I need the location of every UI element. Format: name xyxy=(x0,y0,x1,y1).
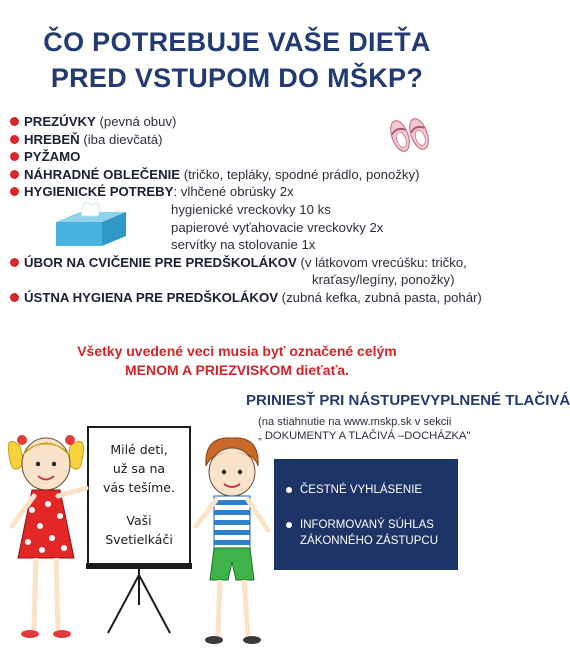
girl-illustration xyxy=(2,418,92,650)
boy-illustration xyxy=(190,430,274,654)
list-item: HREBEŇ (iba dievčatá) xyxy=(10,131,470,149)
forms-box: ČESTNÉ VYHLÁSENIE INFORMOVANÝ SÚHLAS ZÁKONNÉHO ZÁSTUPCU xyxy=(274,459,458,570)
hygiene-sub-item: servítky na stolovanie 1x xyxy=(171,237,316,253)
page-title-line2: PRED VSTUPOM DO MŠKP? xyxy=(50,63,424,93)
list-item: PYŽAMO xyxy=(10,148,470,166)
hygiene-sub-item: papierové vyťahovacie vreckovky 2x xyxy=(171,219,384,235)
tissue-box-icon xyxy=(52,200,130,250)
hygiene-sub-item: hygienické vreckovky 10 ks xyxy=(171,201,331,217)
page-title-line1: ČO POTREBUJE VAŠE DIEŤA xyxy=(43,27,431,57)
flipchart-message: Milé deti, už sa na vás tešíme. Vaši Svetielkáči xyxy=(103,442,175,547)
notice-line1: Všetky uvedené veci musia byť označené celým xyxy=(77,343,397,359)
list-item: PREZÚVKY (pevná obuv) xyxy=(10,113,470,131)
list-item-continuation: kraťasy/legíny, ponožky) xyxy=(312,272,455,288)
list-item: ÚSTNA HYGIENA PRE PREDŠKOLÁKOV (zubná kefka, zubná pasta, pohár) xyxy=(10,289,470,307)
download-note: (na stiahnutie na www.mskp.sk v sekcii „ DOKUMENTY A TLAČIVÁ –DOCHÁZKA" xyxy=(258,416,471,442)
forms-heading: PRINIESŤ PRI NÁSTUPEVYPLNENÉ TLAČIVÁ xyxy=(246,392,570,409)
list-item: NÁHRADNÉ OBLEČENIE (tričko, tepláky, spodné prádlo, ponožky) xyxy=(10,166,470,184)
list-item: ÚBOR NA CVIČENIE PRE PREDŠKOLÁKOV (v látkovom vrecúšku: tričko, xyxy=(10,254,470,272)
notice-line2: MENOM A PRIEZVISKOM dieťaťa. xyxy=(125,362,349,378)
list-item: HYGIENICKÉ POTREBY: vlhčené obrúsky 2x xyxy=(10,183,470,201)
